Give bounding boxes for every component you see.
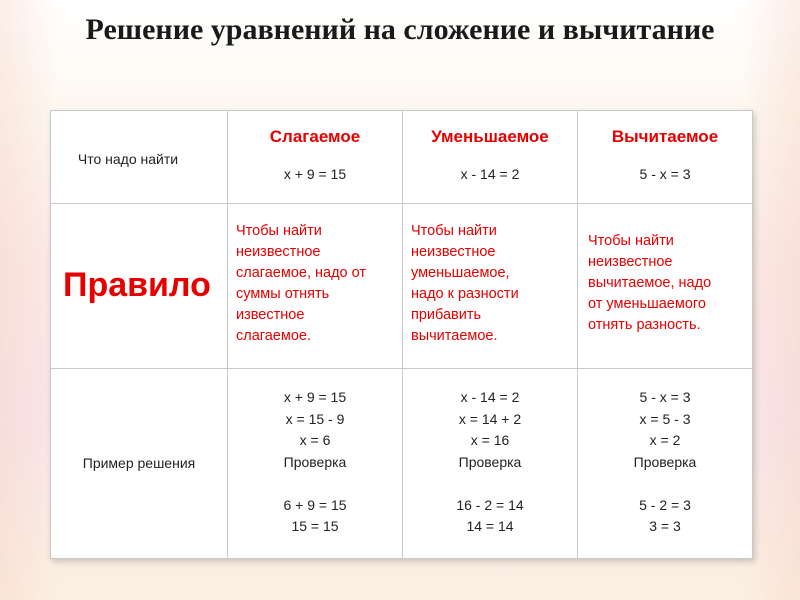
solution-steps xyxy=(403,369,577,538)
solution-line: 16 - 2 = 14 xyxy=(456,496,524,513)
column-equation: x - 14 = 2 xyxy=(460,166,520,182)
rule-text xyxy=(228,204,402,347)
solution-line: x = 6 xyxy=(299,432,331,448)
equations-table xyxy=(50,110,753,559)
solution-line: 3 = 3 xyxy=(649,518,681,534)
row-label-cell xyxy=(51,111,228,204)
table-row-rule xyxy=(51,204,753,369)
rule-line: вычитаемое. xyxy=(411,328,498,344)
solution-line: x = 5 - 3 xyxy=(639,410,691,427)
rule-text xyxy=(578,204,752,336)
row-label-find: Что надо найти xyxy=(77,151,179,167)
rule-line: отнять разность. xyxy=(588,317,701,333)
solution-line: x = 16 xyxy=(470,432,510,448)
solution-line: x = 15 - 9 xyxy=(285,410,345,427)
solution-line: 5 - 2 = 3 xyxy=(639,496,691,513)
row-label-rule: Правило xyxy=(63,266,211,304)
rule-line: неизвестное xyxy=(411,244,496,260)
rule-line: Чтобы найти xyxy=(411,223,497,239)
rule-cell xyxy=(403,204,578,369)
solution-line: 5 - x = 3 xyxy=(639,389,691,405)
rule-line: прибавить xyxy=(411,307,482,323)
table-row-example xyxy=(51,369,753,559)
rule-cell xyxy=(578,204,753,369)
rule-line: вычитаемое, надо xyxy=(588,275,712,291)
rule-line: слагаемое, надо от xyxy=(236,265,367,281)
solution-line: Проверка xyxy=(633,453,697,470)
solution-line xyxy=(228,473,402,495)
solution-cell xyxy=(403,369,578,559)
solution-line: x + 9 = 15 xyxy=(283,389,347,405)
column-equation: 5 - x = 3 xyxy=(639,166,691,182)
solution-line: x - 14 = 2 xyxy=(460,389,520,405)
solution-line xyxy=(578,473,752,495)
column-header-cell xyxy=(228,111,403,204)
solution-line: 6 + 9 = 15 xyxy=(283,496,347,513)
rule-cell xyxy=(228,204,403,369)
solution-line: x = 2 xyxy=(649,432,681,448)
column-heading: Слагаемое xyxy=(269,127,361,146)
rule-line: уменьшаемое, xyxy=(411,265,510,281)
solution-line: 14 = 14 xyxy=(466,518,514,534)
table-row-find xyxy=(51,111,753,204)
solution-line: x = 14 + 2 xyxy=(458,410,522,427)
rule-line: неизвестное xyxy=(236,244,321,260)
rule-line: неизвестное xyxy=(588,254,673,270)
rule-line: Чтобы найти xyxy=(588,233,674,249)
column-equation: x + 9 = 15 xyxy=(283,166,347,182)
solution-line: Проверка xyxy=(283,453,347,470)
row-label-example: Пример решения xyxy=(82,455,196,471)
solution-cell xyxy=(578,369,753,559)
solution-cell xyxy=(228,369,403,559)
column-header-cell xyxy=(403,111,578,204)
rule-text xyxy=(403,204,577,347)
column-header-cell xyxy=(578,111,753,204)
solution-steps xyxy=(578,369,752,538)
rule-line: слагаемое. xyxy=(236,328,311,344)
solution-line xyxy=(403,473,577,495)
rule-line: известное xyxy=(236,307,305,323)
row-label-cell xyxy=(51,369,228,559)
solution-line: Проверка xyxy=(458,453,522,470)
row-label-cell xyxy=(51,204,228,369)
rule-line: надо к разности xyxy=(411,286,519,302)
solution-steps xyxy=(228,369,402,538)
slide-title: Решение уравнений на сложение и вычитание xyxy=(85,13,715,46)
solution-line: 15 = 15 xyxy=(291,518,339,534)
column-heading: Вычитаемое xyxy=(611,127,719,146)
column-heading: Уменьшаемое xyxy=(431,127,549,146)
rule-line: суммы отнять xyxy=(236,286,330,302)
rule-line: Чтобы найти xyxy=(236,223,322,239)
rule-line: от уменьшаемого xyxy=(588,296,706,312)
